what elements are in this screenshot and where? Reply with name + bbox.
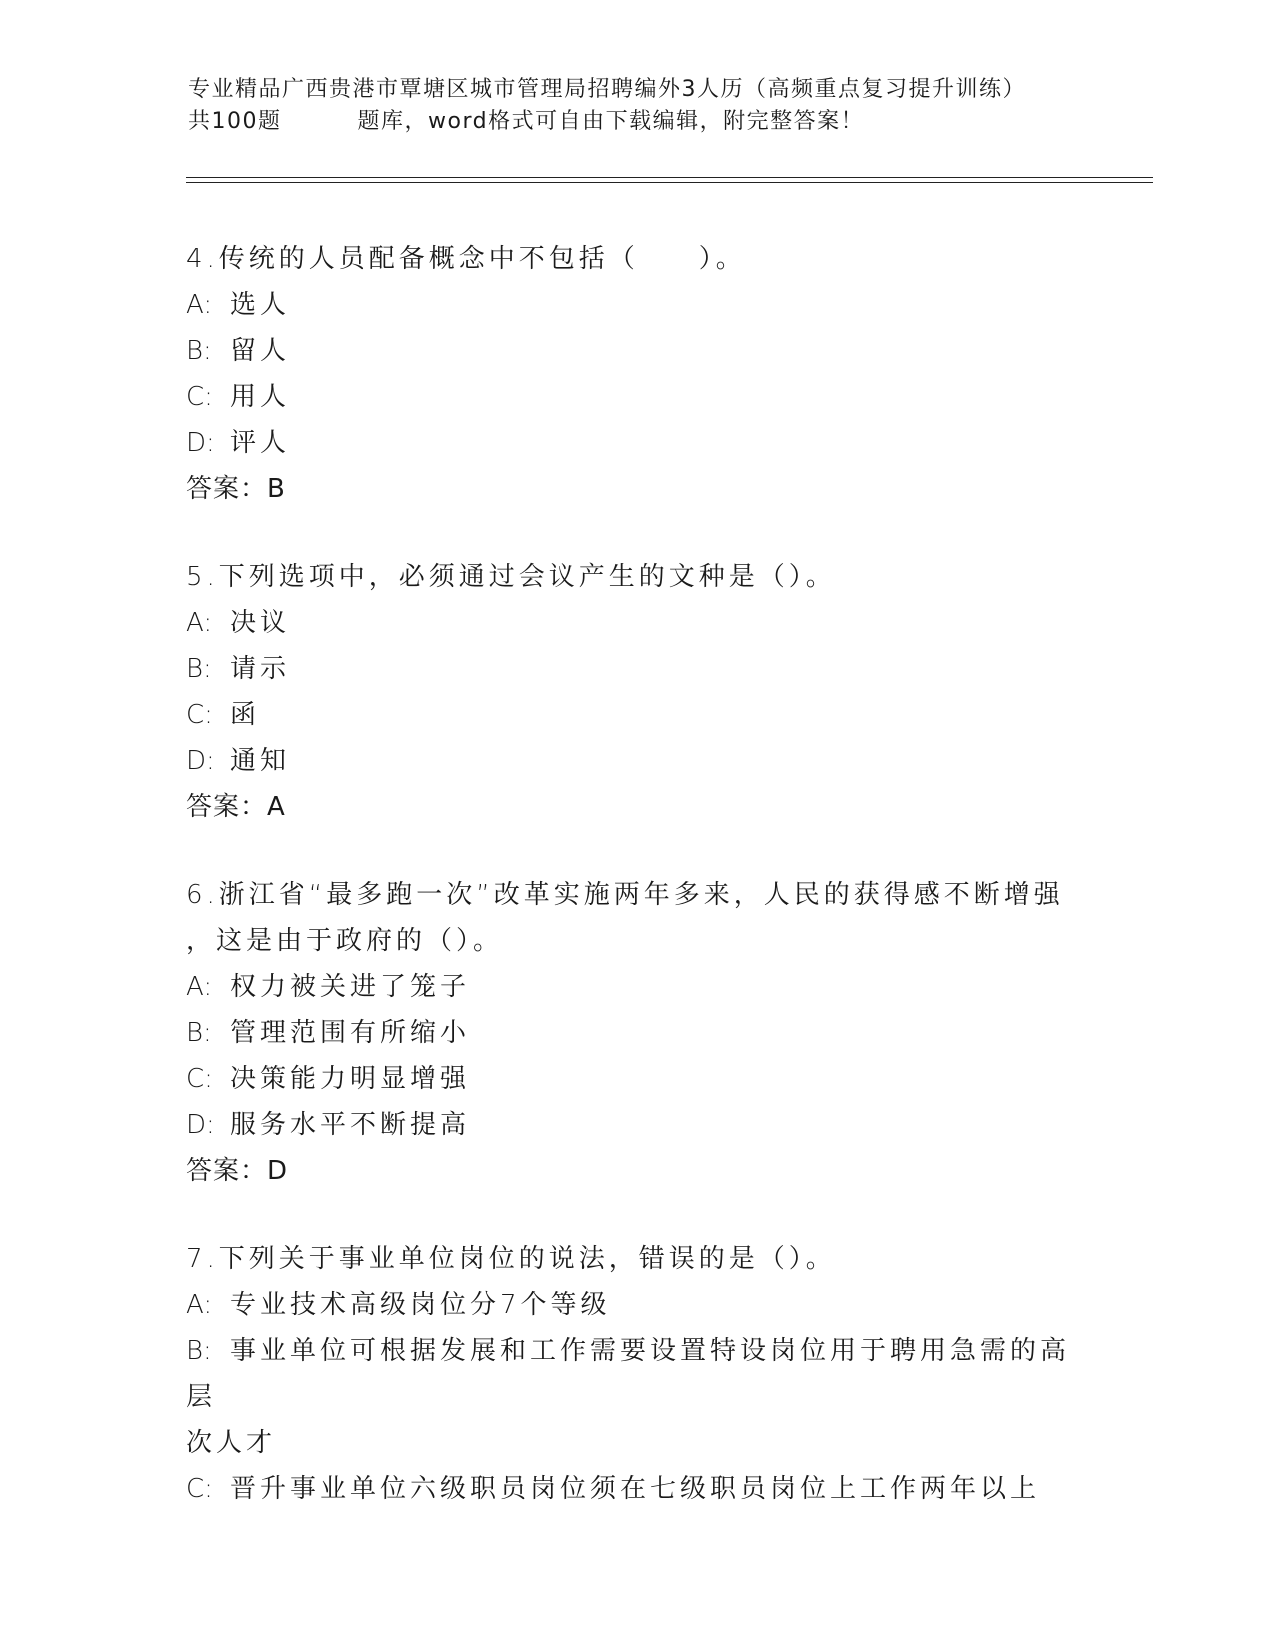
question-list — [186, 236, 1086, 1554]
question-7 — [186, 1236, 1086, 1512]
answer: 答案：A — [186, 792, 286, 822]
option-text: 事业单位可根据发展和工作需要设置特设岗位用于聘用急需的高层 — [186, 1336, 1071, 1412]
option-text: 决议 — [230, 608, 291, 638]
option-key: D: — [186, 1110, 215, 1140]
option-a — [186, 600, 1086, 646]
option-text: 晋升事业单位六级职员岗位须在七级职员岗位上工作两年以上 — [230, 1474, 1041, 1504]
answer: 答案：D — [186, 1156, 289, 1186]
option-key: B: — [186, 336, 212, 366]
option-text: 请示 — [230, 654, 291, 684]
option-key: A: — [186, 290, 213, 320]
option-key: C: — [186, 700, 213, 730]
question-6 — [186, 872, 1086, 1194]
option-key: C: — [186, 1064, 213, 1094]
document-header — [188, 74, 1088, 138]
option-d — [186, 420, 1086, 466]
answer: 答案：B — [186, 474, 286, 504]
option-text: 用人 — [230, 382, 291, 412]
option-text: 留人 — [230, 336, 291, 366]
question-stem-line-1: 6.浙江省“最多跑一次”改革实施两年多来，人民的获得感不断增强 — [186, 880, 1064, 910]
option-b — [186, 1328, 1086, 1420]
header-divider-top — [186, 177, 1153, 178]
option-b-continued: 次人才 — [186, 1428, 277, 1458]
option-key: A: — [186, 972, 213, 1002]
option-c — [186, 692, 1086, 738]
header-subtitle — [188, 106, 1088, 138]
option-key: B: — [186, 1336, 212, 1366]
option-c — [186, 374, 1086, 420]
option-text: 函 — [230, 700, 261, 730]
option-text: 决策能力明显增强 — [230, 1064, 471, 1094]
option-a — [186, 1282, 1086, 1328]
option-key: D: — [186, 746, 215, 776]
option-key: B: — [186, 1018, 212, 1048]
option-key: C: — [186, 1474, 213, 1504]
option-text: 通知 — [230, 746, 291, 776]
option-a — [186, 964, 1086, 1010]
option-key: A: — [186, 1290, 213, 1320]
option-a — [186, 282, 1086, 328]
header-title: 专业精品广西贵港市覃塘区城市管理局招聘编外3人历（高频重点复习提升训练） — [188, 77, 1026, 102]
option-text: 权力被关进了笼子 — [230, 972, 471, 1002]
option-d — [186, 738, 1086, 784]
question-4 — [186, 236, 1086, 512]
header-divider-bottom — [186, 182, 1153, 183]
header-note: 题库，word格式可自由下载编辑，附完整答案！ — [357, 109, 865, 134]
option-key: D: — [186, 428, 215, 458]
option-text: 管理范围有所缩小 — [230, 1018, 471, 1048]
question-stem: 5.下列选项中，必须通过会议产生的文种是（）。 — [186, 562, 836, 592]
option-c — [186, 1466, 1086, 1512]
question-5 — [186, 554, 1086, 830]
option-d — [186, 1102, 1086, 1148]
question-count: 共100题 — [188, 109, 282, 134]
option-b — [186, 1010, 1086, 1056]
question-stem-line-2: ，这是由于政府的（）。 — [186, 926, 504, 956]
question-stem: 7.下列关于事业单位岗位的说法，错误的是（）。 — [186, 1244, 836, 1274]
option-text: 服务水平不断提高 — [230, 1110, 471, 1140]
option-b — [186, 646, 1086, 692]
option-b — [186, 328, 1086, 374]
option-key: B: — [186, 654, 212, 684]
option-text: 专业技术高级岗位分7个等级 — [230, 1290, 611, 1320]
option-key: A: — [186, 608, 213, 638]
option-key: C: — [186, 382, 213, 412]
option-text: 选人 — [230, 290, 291, 320]
question-stem: 4.传统的人员配备概念中不包括（ ）。 — [186, 244, 746, 274]
option-text: 评人 — [230, 428, 291, 458]
option-c — [186, 1056, 1086, 1102]
